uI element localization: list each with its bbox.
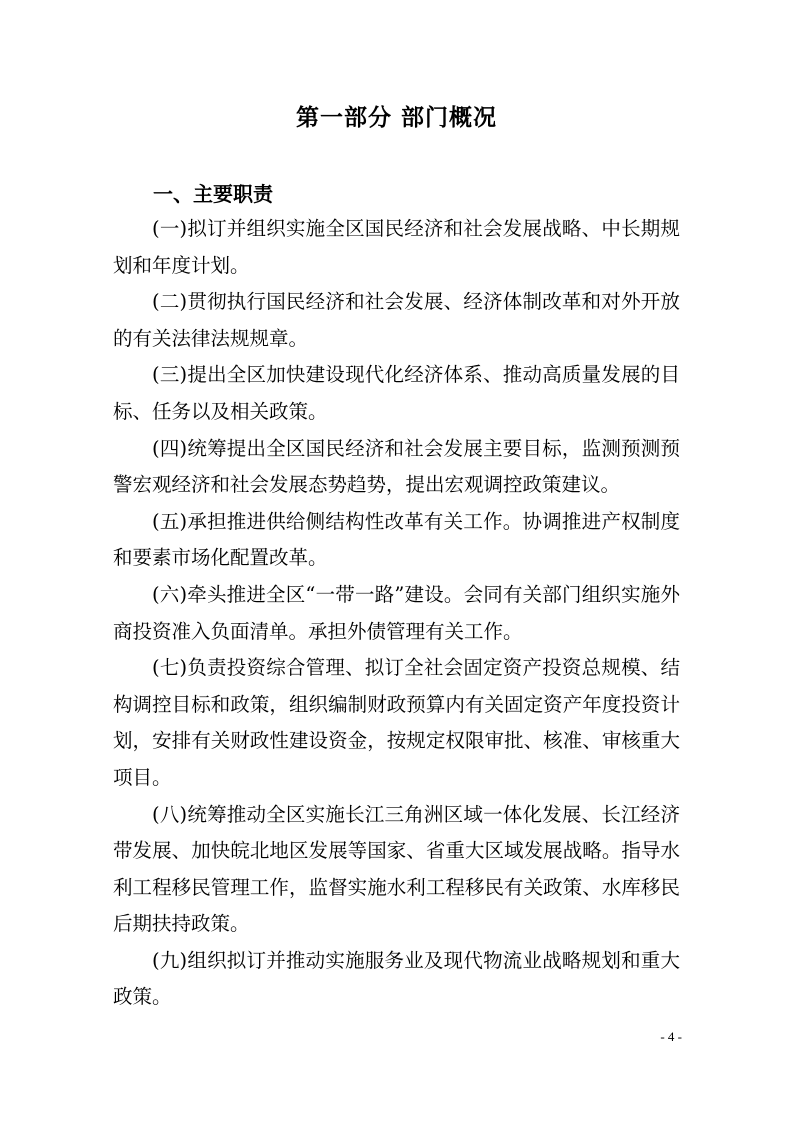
paragraph-3: (三)提出全区加快建设现代化经济体系、推动高质量发展的目标、任务以及相关政策。 [113, 363, 680, 423]
page-title: 第一部分 部门概况 [295, 105, 497, 131]
paragraph-4: (四)统筹提出全区国民经济和社会发展主要目标，监测预测预警宏观经济和社会发展态势趋势，提出宏观调控政策建议。 [113, 436, 680, 497]
paragraph-5: (五)承担推进供给侧结构性改革有关工作。协调推进产权制度和要素市场化配置改革。 [113, 509, 680, 570]
body-text [113, 211, 680, 1016]
paragraph-9: (九)组织拟订并推动实施服务业及现代物流业战略规划和重大政策。 [113, 948, 680, 1009]
section-heading: 一、主要职责 [153, 182, 273, 206]
paragraph-8: (八)统筹推动全区实施长江三角洲区域一体化发展、长江经济带发展、加快皖北地区发展等国家、省重大区域发展战略。指导水利工程移民管理工作，监督实施水利工程移民有关政策、水库移民后期扶持政策。 [113, 802, 680, 936]
paragraph-7: (七)负责投资综合管理、拟订全社会固定资产投资总规模、结构调控目标和政策，组织编制财政预算内有关固定资产年度投资计划，安排有关财政性建设资金，按规定权限审批、核准、审核重大项目。 [113, 656, 680, 789]
paragraph-2: (二)贯彻执行国民经济和社会发展、经济体制改革和对外开放的有关法律法规规章。 [113, 290, 680, 350]
paragraph-6: (六)牵头推进全区“一带一路”建设。会同有关部门组织实施外商投资准入负面清单。承担外债管理有关工作。 [113, 582, 680, 643]
paragraph-1: (一)拟订并组织实施全区国民经济和社会发展战略、中长期规划和年度计划。 [113, 217, 680, 277]
page-number: - 4 - [660, 1029, 682, 1044]
